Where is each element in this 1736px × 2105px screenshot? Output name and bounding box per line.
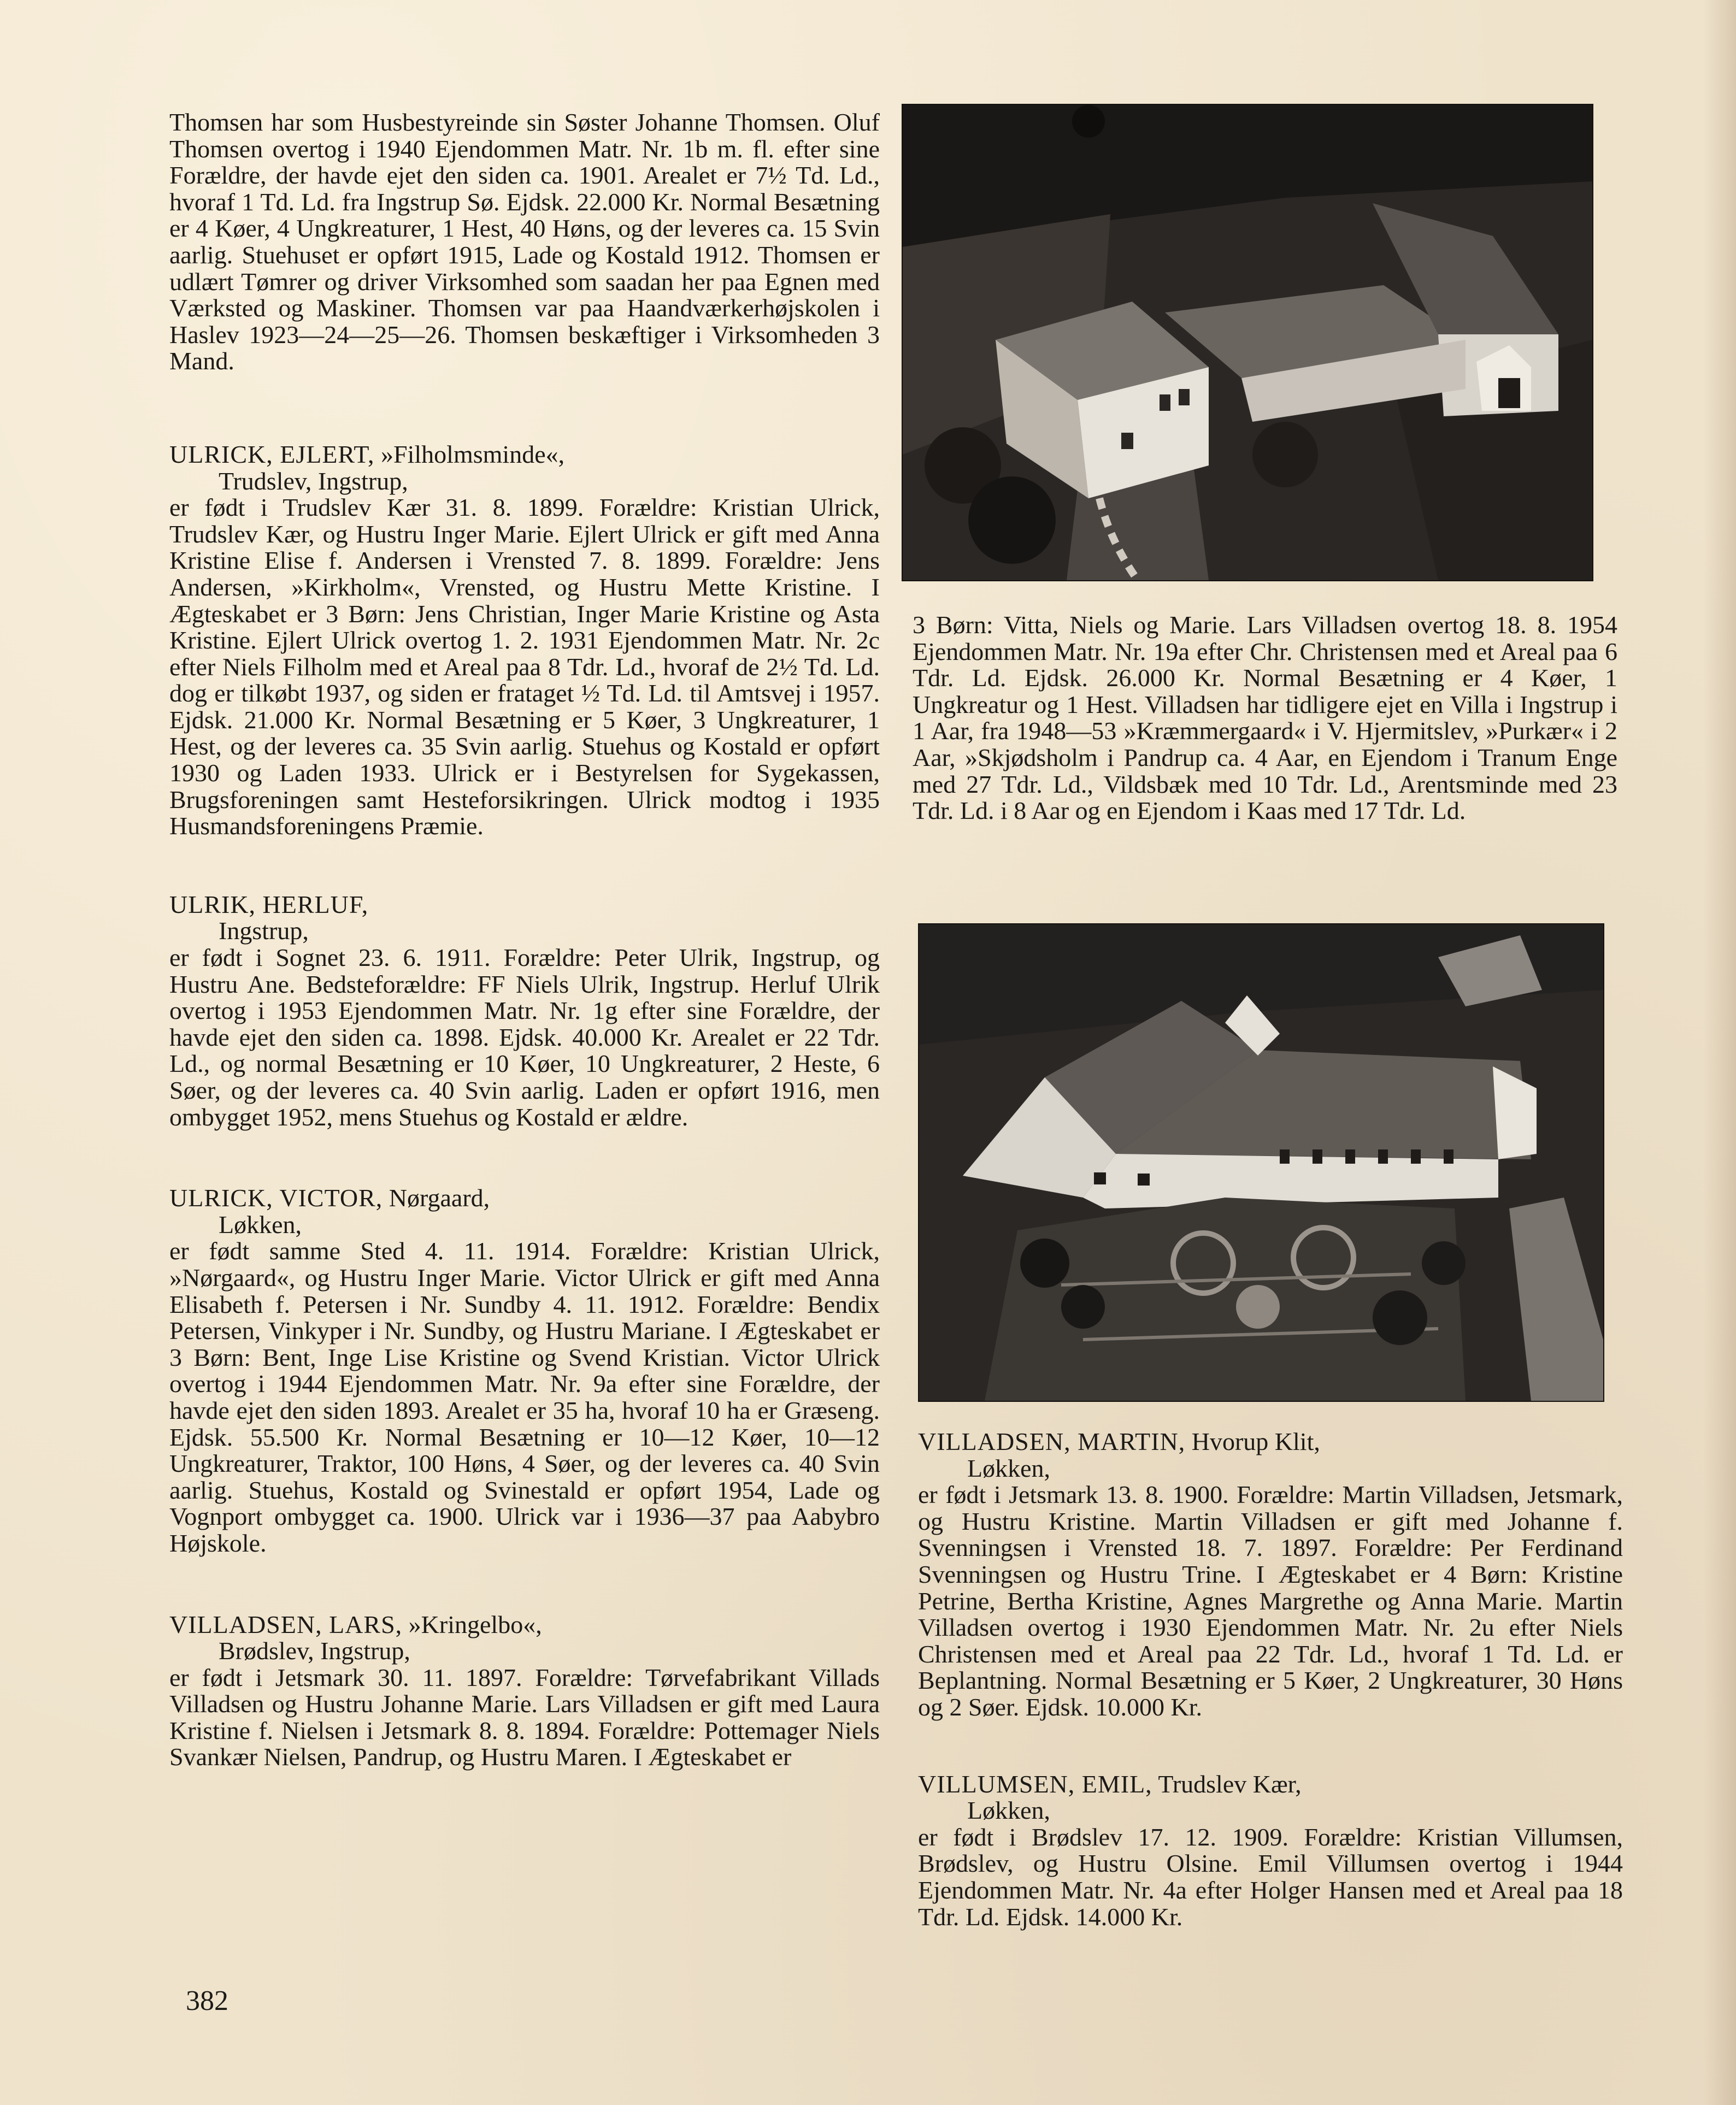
page-number: 382 <box>186 1985 228 2016</box>
entry-ulrick-victor <box>169 1185 880 1556</box>
farm-photo-2-drawing <box>919 924 1603 1401</box>
left-column <box>169 109 880 1771</box>
continuation-paragraph: 3 Børn: Vitta, Niels og Marie. Lars Villadsen overtog 18. 8. 1954 Ejendommen Matr. Nr. 19a efter Chr. Christensen med et Areal paa 6 Tdr. Ld. Ejdsk. 26.000 Kr. Normal Besætning er 4 Køer, 1 Ungkreatur og 1 Hest. Villadsen har tidligere ejet en Villa i Ingstrup i 1 Aar, fra 1948—53 »Kræmmergaard« i V. Hjermitslev, »Purkær« i 2 Aar, »Skjødsholm i Pandrup ca. 4 Aar, en Ejendom i Tranum Enge med 27 Tdr. Ld., Vildsbæk med 10 Tdr. Ld., Arentsminde med 23 Tdr. Ld. i 8 Aar og en Ejendom i Kaas med 17 Tdr. Ld. <box>913 611 1617 825</box>
farm-aerial-photo-2 <box>918 923 1604 1402</box>
entry-ulrik-herluf <box>169 892 880 1130</box>
entry-name: VILLADSEN, LARS, <box>169 1610 403 1638</box>
entry-text: er født i Jetsmark 13. 8. 1900. Forældre: Martin Villadsen, Jetsmark, og Hustru Kristine. Martin Villadsen er gift med Johanne f. Svenningsen i Vrensted 18. 7. 1897. Forældre: Per Ferdinand Svenningsen og Hustru Trine. I Ægteskabet er 4 Børn: Kristine Petrine, Bertha Kristine, Agnes Margrethe og Anna Marie. Martin Villadsen overtog i 1930 Ejendommen Matr. Nr. 2u efter Niels Christensen med et Areal paa 22 Tdr. Ld., hvoraf 1 Td. Ld. er Beplantning. Normal Besætning er 5 Køer, 2 Ungkreaturer, 30 Høns og 2 Søer. Ejdsk. 10.000 Kr. <box>918 1481 1623 1721</box>
entry-ulrick-ejlert <box>169 441 880 840</box>
entry-place: Ingstrup, <box>219 917 309 945</box>
entry-farm: Hvorup Klit, <box>1185 1428 1320 1455</box>
entry-villadsen-martin <box>918 1429 1623 1721</box>
entry-farm: Trudslev Kær, <box>1152 1770 1302 1798</box>
entry-text: er født samme Sted 4. 11. 1914. Forældre: Kristian Ulrick, »Nørgaard«, og Hustru Inger Marie. Victor Ulrick er gift med Anna Elisabeth f. Petersen i Nr. Sundby 4. 11. 1912. Forældre: Bendix Petersen, Vinkyper i Nr. Sundby, og Hustru Mariane. I Ægteskabet er 3 Børn: Bent, Inge Lise Kristine og Svend Kristian. Victor Ulrick overtog i 1944 Ejendommen Matr. Nr. 9a efter sine Forældre, der havde ejet den siden 1893. Arealet er 35 ha, hvoraf 10 ha er Græseng. Ejdsk. 55.500 Kr. Normal Besætning er 10—12 Køer, 10—12 Ungkreaturer, Traktor, 100 Høns, 4 Søer, og der leveres ca. 40 Svin aarlig. Stuehus, Kostald og Svinestald er opført 1954, Lade og Vognport ombygget ca. 1900. Ulrick var i 1936—37 paa Aabybro Højskole. <box>169 1237 880 1557</box>
entry-heading <box>918 1771 1623 1824</box>
entry-text: er født i Brødslev 17. 12. 1909. Forældre: Kristian Villumsen, Brødslev, og Hustru Olsine. Emil Villumsen overtog i 1944 Ejendommen Matr. Nr. 4a efter Holger Hansen med et Areal paa 18 Tdr. Ld. Ejdsk. 14.000 Kr. <box>918 1823 1623 1931</box>
entry-heading <box>169 441 880 494</box>
entry-farm: »Kringelbo«, <box>402 1610 542 1638</box>
entry-farm: Nørgaard, <box>382 1184 490 1212</box>
entry-heading <box>169 1612 880 1665</box>
entry-place: Løkken, <box>967 1796 1051 1825</box>
entry-heading <box>169 892 880 945</box>
right-column <box>913 612 1617 824</box>
entry-name: ULRICK, EJLERT, <box>169 440 375 468</box>
entry-text: er født i Sognet 23. 6. 1911. Forældre: Peter Ulrik, Ingstrup, og Hustru Ane. Bedsteforældre: FF Niels Ulrik, Ingstrup. Herluf Ulrik overtog i 1953 Ejendommen Matr. Nr. 1g efter sine Forældre, der havde ejet den siden ca. 1898. Ejdsk. 40.000 Kr. Arealet er 22 Tdr. Ld., og normal Besætning er 10 Køer, 10 Ungkreaturer, 2 Heste, 6 Søer, og der leveres ca. 40 Svin aarlig. Laden er opført 1916, men ombygget 1952, mens Stuehus og Kostald er ældre. <box>169 944 880 1131</box>
entry-place: Løkken, <box>967 1454 1051 1482</box>
page-edge-shadow <box>1703 0 1736 2105</box>
entry-place: Trudslev, Ingstrup, <box>219 467 408 495</box>
entry-name: ULRICK, VICTOR, <box>169 1184 383 1212</box>
entry-villadsen-lars <box>169 1612 880 1771</box>
entry-heading <box>169 1185 880 1238</box>
entry-villumsen-emil <box>918 1771 1623 1931</box>
entry-place: Brødslev, Ingstrup, <box>219 1637 410 1665</box>
entry-place: Løkken, <box>219 1210 302 1239</box>
entry-name: VILLUMSEN, EMIL, <box>918 1770 1152 1798</box>
right-column-lower <box>918 1429 1623 1930</box>
entry-text: er født i Trudslev Kær 31. 8. 1899. Forældre: Kristian Ulrick, Trudslev Kær, og Hustru Inger Marie. Ejlert Ulrick er gift med Anna Kristine Elise f. Andersen i Vrensted 7. 8. 1899. Forældre: Jens Andersen, »Kirkholm«, Vrensted, og Hustru Mette Kristine. I Ægteskabet er 3 Børn: Jens Christian, Inger Marie Kristine og Asta Kristine. Ejlert Ulrick overtog 1. 2. 1931 Ejendommen Matr. Nr. 2c efter Niels Filholm med et Areal paa 8 Tdr. Ld., hvoraf de 2½ Td. Ld. dog er tilkøbt 1937, og siden er frataget ½ Td. Ld. til Amtsvej i 1957. Ejdsk. 21.000 Kr. Normal Besætning er 5 Køer, 3 Ungkreaturer, 1 Hest, og der leveres ca. 35 Svin aarlig. Stuehus og Kostald er opført 1930 og Laden 1933. Ulrick er i Bestyrelsen for Sygekassen, Brugsforeningen samt Hesteforsikringen. Ulrick modtog i 1935 Husmandsforeningens Præmie. <box>169 493 880 840</box>
entry-text: er født i Jetsmark 30. 11. 1897. Forældre: Tørvefabrikant Villads Villadsen og Hustru Johanne Marie. Lars Villadsen er gift med Laura Kristine f. Nielsen i Jetsmark 8. 8. 1894. Forældre: Pottemager Niels Svankær Nielsen, Pandrup, og Hustru Maren. I Ægteskabet er <box>169 1663 880 1771</box>
farm-photo-1-drawing <box>903 105 1592 580</box>
entry-name: ULRIK, HERLUF, <box>169 890 369 918</box>
entry-farm: »Filholmsminde«, <box>374 440 565 468</box>
entry-name: VILLADSEN, MARTIN, <box>918 1428 1186 1455</box>
entry-heading <box>918 1429 1623 1482</box>
farm-aerial-photo-1 <box>902 104 1593 581</box>
intro-paragraph: Thomsen har som Husbestyreinde sin Søster Johanne Thomsen. Oluf Thomsen overtog i 1940 Ejendommen Matr. Nr. 1b m. fl. efter sine Forældre, der havde ejet den siden ca. 1901. Arealet er 7½ Td. Ld., hvoraf 1 Td. Ld. fra Ingstrup Sø. Ejdsk. 22.000 Kr. Normal Besætning er 4 Køer, 4 Ungkreaturer, 1 Hest, 40 Høns, og der leveres ca. 15 Svin aarlig. Stuehuset er opført 1915, Lade og Kostald 1912. Thomsen er udlært Tømrer og driver Virksomhed som saadan her paa Egnen med Værksted og Maskiner. Thomsen var paa Haandværkerhøjskolen i Haslev 1923—24—25—26. Thomsen beskæftiger i Virksomheden 3 Mand. <box>169 108 880 375</box>
